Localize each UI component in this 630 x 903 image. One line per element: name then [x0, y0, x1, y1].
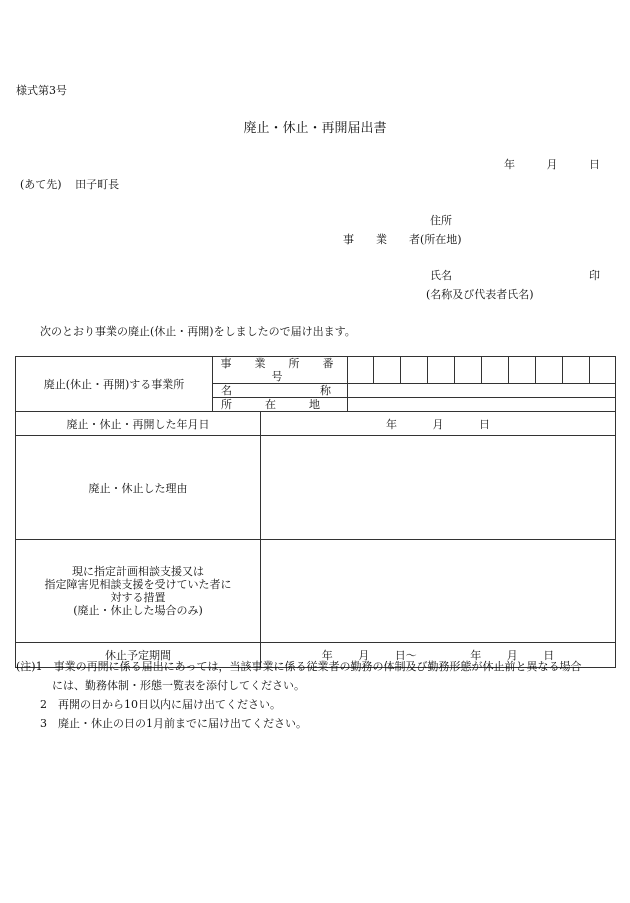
measure-label-line: 対する措置	[110, 591, 166, 604]
reason-label: 廃止・休止した理由	[16, 436, 261, 540]
date-day: 日	[589, 158, 600, 171]
period-from-year: 年	[321, 649, 333, 662]
name-label: 氏名	[430, 269, 452, 282]
office-number-digit[interactable]	[590, 357, 616, 384]
office-name-label: 名 称	[213, 384, 348, 398]
date-field[interactable]	[261, 412, 616, 436]
notes	[16, 657, 616, 733]
office-number-digit[interactable]	[509, 357, 536, 384]
period-from-day: 日～	[394, 649, 417, 662]
name-sublabel: (名称及び代表者氏名)	[426, 288, 534, 301]
office-location-label: 所 在 地	[213, 398, 348, 412]
period-label: 休止予定期間	[16, 643, 261, 668]
date-month: 月	[546, 158, 558, 171]
office-number-digit[interactable]	[374, 357, 401, 384]
office-number-digit[interactable]	[428, 357, 455, 384]
addressee-prefix: (あて先)	[20, 178, 62, 191]
date-field-month: 月	[432, 417, 444, 431]
seal-label: 印	[589, 269, 600, 282]
addressee-name: 田子町長	[75, 178, 120, 191]
office-location-field[interactable]	[348, 398, 616, 412]
period-to-year: 年	[470, 649, 482, 662]
measure-label	[16, 540, 261, 643]
measure-label-line: 現に指定計画相談支援又は	[72, 565, 204, 578]
measure-label-line: (廃止・休止した場合のみ)	[73, 604, 203, 617]
note-3: 3 廃止・休止の日の1月前までに届け出てください。	[40, 717, 307, 730]
date-field-day: 日	[479, 417, 490, 431]
form-number: 様式第3号	[16, 84, 67, 97]
office-number-label: 事 業 所 番 号	[213, 357, 348, 384]
date-label: 廃止・休止・再開した年月日	[16, 412, 261, 436]
office-number-digit[interactable]	[455, 357, 482, 384]
note-1: (注)1 事業の再開に係る届出にあっては，当該事業に係る従業者の勤務の体制及び勤務形態が休止前と異なる場合	[16, 660, 582, 673]
address-label: 住所	[430, 214, 452, 227]
office-number-digit[interactable]	[401, 357, 428, 384]
note-2: 2 再開の日から10日以内に届け出てください。	[40, 698, 281, 711]
measure-field[interactable]	[261, 540, 616, 643]
intro-text: 次のとおり事業の廃止(休止・再開)をしましたので届け出ます。	[40, 325, 356, 338]
document-title: 廃止・休止・再開届出書	[243, 121, 387, 136]
reason-field[interactable]	[261, 436, 616, 540]
period-from-month: 月	[358, 649, 370, 662]
period-to-day: 日	[543, 649, 555, 662]
period-to-month: 月	[506, 649, 518, 662]
measure-label-line: 指定障害児相談支援を受けていた者に	[44, 578, 232, 591]
date-year: 年	[504, 158, 515, 171]
office-number-digit[interactable]	[482, 357, 509, 384]
note-1-continued: には、勤務体制・形態一覧表を添付してください。	[52, 679, 305, 692]
notification-table	[15, 356, 616, 668]
office-label: 廃止(休止・再開)する事業所	[16, 357, 213, 412]
office-number-digit[interactable]	[536, 357, 563, 384]
date-field-year: 年	[386, 417, 397, 431]
office-name-field[interactable]	[348, 384, 616, 398]
addressee	[20, 176, 119, 192]
submission-date	[476, 156, 600, 172]
business-operator-label: 事 業 者(所在地)	[343, 233, 462, 246]
office-number-digit[interactable]	[563, 357, 590, 384]
